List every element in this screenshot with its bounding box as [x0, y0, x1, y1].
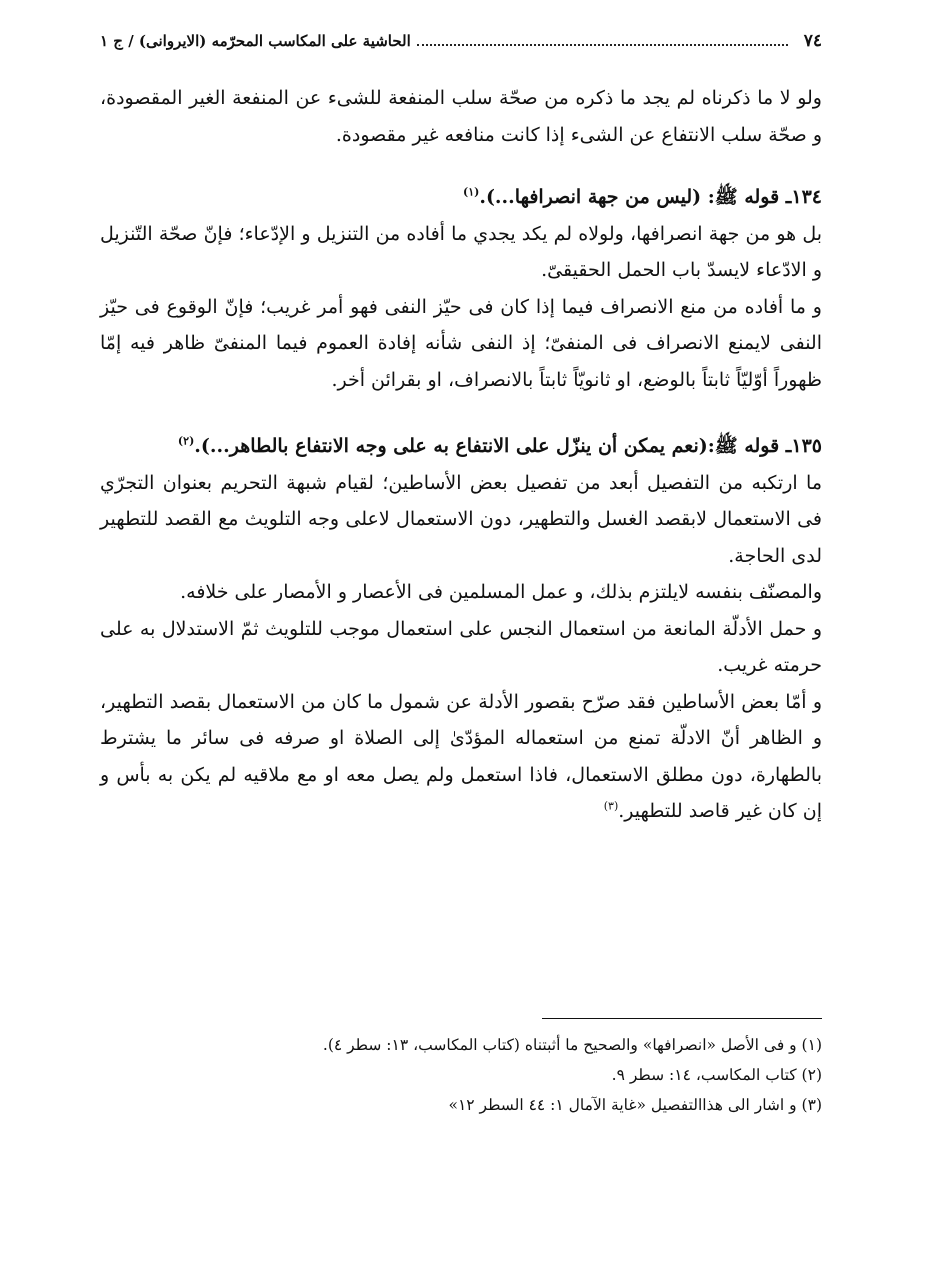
footnote-1: (١) و فى الأصل «انصرافها» والصحيح ما أثبتناه (كتاب المكاسب، ١٣: سطر ٤).: [322, 1036, 822, 1054]
footnote-separator: [542, 1018, 822, 1019]
paragraph-135-b: والمصنّف بنفسه لايلتزم بذلك، و عمل المسلمين فى الأعصار و الأمصار على خلافه.: [180, 581, 822, 603]
running-title: الحاشية على المكاسب المحرّمه (الايروانى) / ج ١: [100, 31, 411, 50]
main-text: [100, 80, 822, 830]
paragraph-135-c: و حمل الأدلّة المانعة من استعمال النجس على استعمال موجب للتلويث ثمّ الاستدلال به على حرمته غريب.: [100, 617, 822, 676]
page-header: [100, 30, 822, 66]
footnotes: [100, 1030, 822, 1120]
footnote-2: (٢) كتاب المكاسب، ١٤: سطر ٩.: [611, 1066, 822, 1084]
paragraph-135-d: [100, 684, 822, 830]
header-dot-leader: [417, 30, 788, 46]
footnote-ref-2: (٢): [177, 434, 195, 448]
section-heading-134-text: ١٣٤ـ قوله ﷺ: (ليس من جهة انصرافها...).: [479, 186, 822, 208]
footnote-ref-1: (١): [462, 185, 480, 199]
footnote-3: (٣) و اشار الى هذاالتفصيل «غاية الآمال ١: ٤٤ السطر ١٢»: [448, 1096, 822, 1114]
section-heading-135: [100, 428, 822, 465]
paragraph-135-a: ما ارتكبه من التفصيل أبعد من تفصيل بعض الأساطين؛ لقيام شبهة التحريم بعنوان التجرّي فى الاستعمال لابقصد الغسل والتطهير، دون الاستعمال لاعلى وجه التلويث مع القصد للتطهير لدى الحاجة.: [100, 471, 822, 567]
paragraph-134-b: و ما أفاده من منع الانصراف فيما إذا كان فى حيّز النفى فهو أمر غريب؛ فإنّ الوقوع فى حيّز النفى لايمنع الانصراف فى المنفىّ؛ إذ النفى شأنه إفادة العموم فيما المنفىّ ظاهر فيه إمّا ظهوراً أوّليّاً ثابتاً بالوضع، او ثانويّاً ثابتاً بالانصراف، او بقرائن أخر.: [100, 295, 822, 391]
paragraph-intro: ولو لا ما ذكرناه لم يجد ما ذكره من صحّة سلب المنفعة للشىء عن المنفعة الغير المقصودة، و صحّة سلب الانتفاع عن الشىء إذا كانت منافعه غير مقصودة.: [100, 87, 822, 146]
footnote-ref-3: (٣): [603, 799, 619, 813]
section-heading-134: [100, 179, 822, 216]
section-heading-135-text: ١٣٥ـ قوله ﷺ:(نعم يمكن أن ينزّل على الانتفاع به على وجه الانتفاع بالطاهر...).: [194, 435, 822, 457]
page-number: ٧٤: [803, 30, 822, 51]
paragraph-135-d-text: و أمّا بعض الأساطين فقد صرّح بقصور الأدلة عن شمول ما كان من الاستعمال بقصد التطهير، و الظاهر أنّ الادلّة تمنع من استعماله المؤدّىٰ إلى الصلاة او صرفه فى سائر ما يشترط بالطهارة، دون مطلق الاستعمال، فاذا استعمل ولم يصل معه او مع ملاقيه لم يكن به بأس و إن كان غير قاصد للتطهير.: [100, 690, 822, 822]
book-page: [100, 30, 822, 1240]
paragraph-134-a: بل هو من جهة انصرافها، ولولاه لم يكد يجدي ما أفاده من التنزيل و الإدّعاء؛ فإنّ صحّة التّنزيل و الادّعاء لايسدّ باب الحمل الحقيقىّ.: [100, 222, 822, 281]
